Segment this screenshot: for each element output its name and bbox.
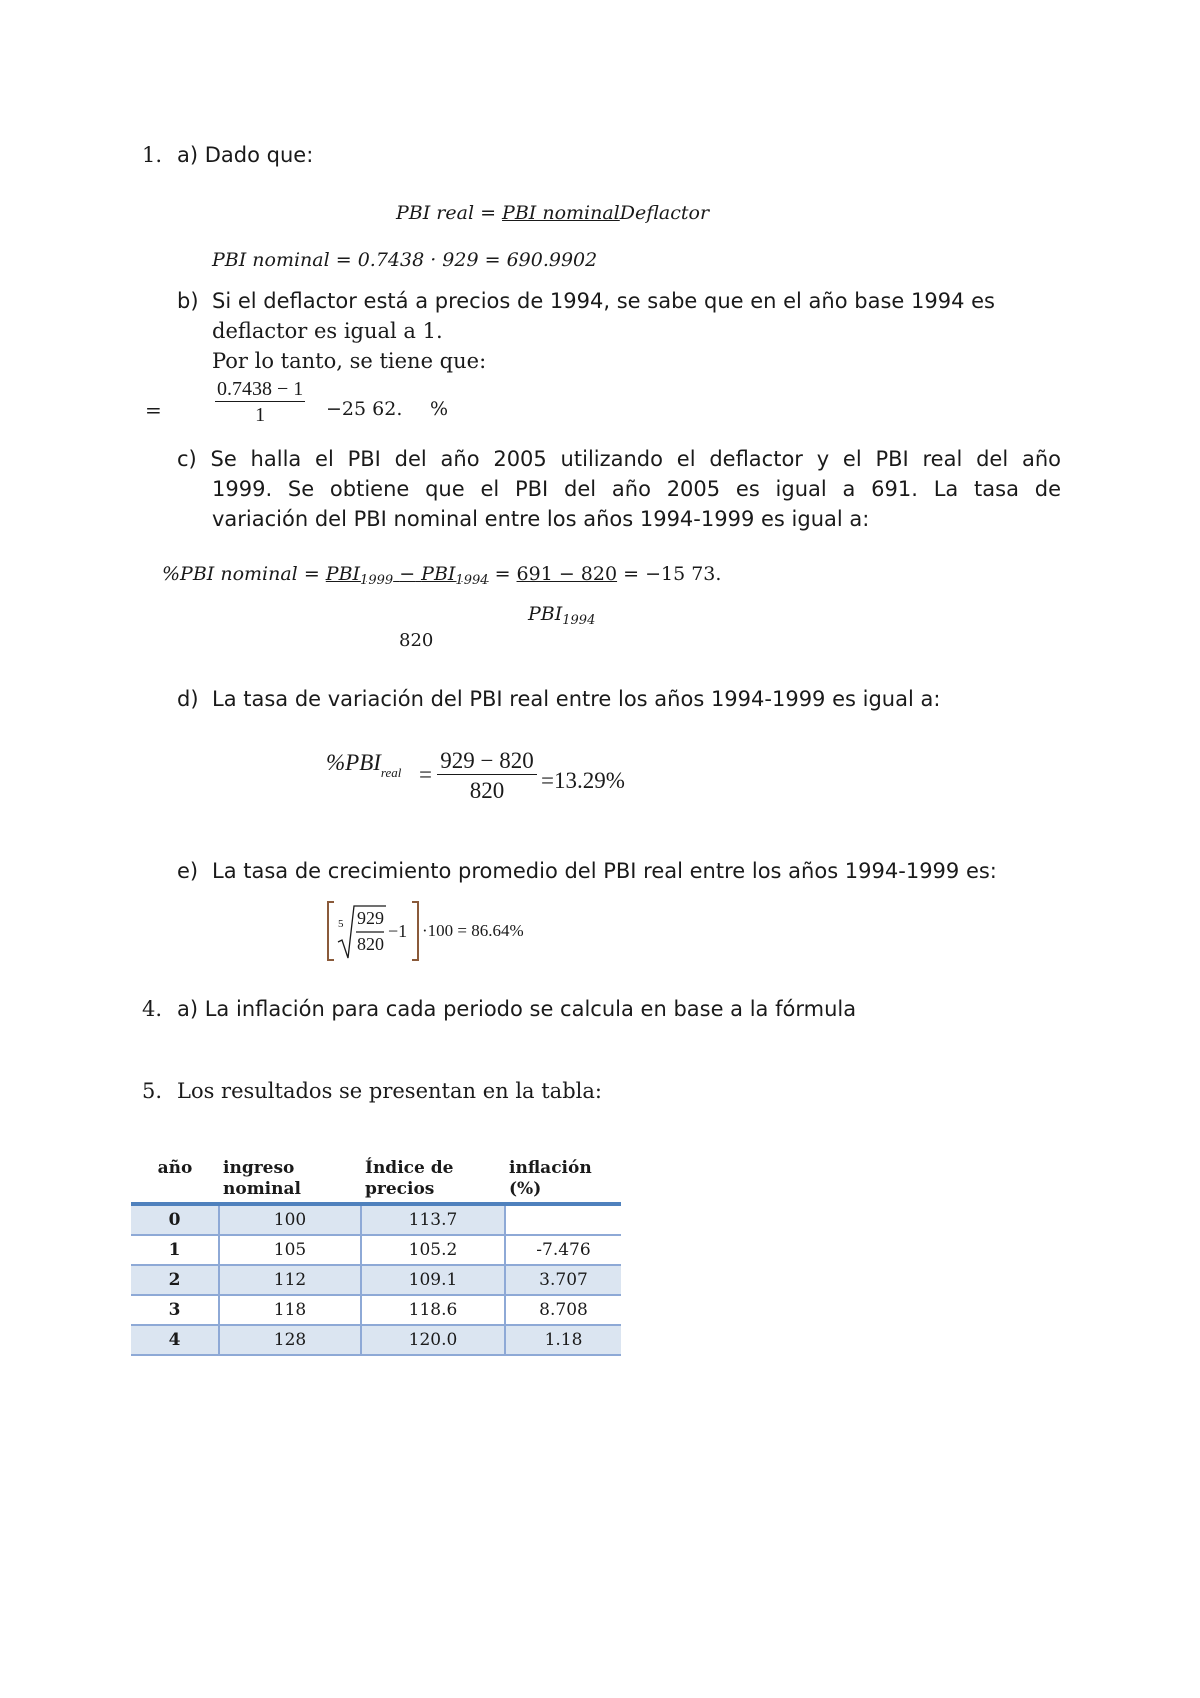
cell-ano: 3 [131, 1295, 219, 1325]
q1b-frac-num: 0.7438 − 1 [217, 378, 304, 400]
q1c-line-2: 1999. Se obtiene que el PBI del año 2005 es igual a 691. La tasa de [212, 477, 1061, 501]
q1-number: 1. [142, 143, 163, 167]
cell-inflacion [505, 1204, 621, 1235]
cell-ingreso: 112 [219, 1265, 361, 1295]
q1c-equation: %PBI nominal = $PBI_{1999} - PBI_{1994} = 691 - 820 = -15$ 73. [162, 563, 722, 588]
q1c-sub1: 1999 [360, 573, 394, 588]
q1c-term2: PBI [421, 563, 456, 585]
cell-indice: 105.2 [361, 1235, 505, 1265]
q1a-intro: a) Dado que: [177, 143, 314, 167]
q1c-den-pbi: $PBI_{1994}$ [528, 603, 596, 628]
q1e-text: La tasa de crecimiento promedio del PBI real entre los años 1994-1999 es: [212, 859, 997, 883]
cell-ingreso: 128 [219, 1325, 361, 1355]
q1e-label: e) [177, 859, 199, 883]
cell-ingreso: 100 [219, 1204, 361, 1235]
col-header-ano: año [131, 1158, 219, 1204]
q5-number: 5. [142, 1079, 163, 1103]
cell-ano: 2 [131, 1265, 219, 1295]
table-row [131, 1325, 621, 1355]
q1d-label: d) [177, 687, 199, 711]
table-row [131, 1204, 621, 1235]
cell-indice: 109.1 [361, 1265, 505, 1295]
cell-ingreso: 105 [219, 1235, 361, 1265]
cell-indice: 113.7 [361, 1204, 505, 1235]
q1e-result: ·100 = 86.64% [422, 921, 524, 940]
q1a-equation-2: PBI nominal = 0.7438 · 929 = 690.9902 [212, 249, 598, 271]
cell-inflacion: 3.707 [505, 1265, 621, 1295]
q1d-result: =13.29% [541, 768, 625, 793]
q1d-num: 929 − 820 [437, 748, 537, 775]
q1c-mid: 691 − 820 [516, 563, 618, 585]
q1e-root-expression [326, 898, 564, 964]
results-table [131, 1158, 621, 1356]
q1c-line-1: c) Se halla el PBI del año 2005 utilizando el deflactor y el PBI real del año [177, 447, 1061, 471]
q1b-result: −25 62. [326, 398, 403, 420]
q5-text: Los resultados se presentan en la tabla: [177, 1079, 602, 1103]
table-row [131, 1265, 621, 1295]
table-row [131, 1295, 621, 1325]
cell-indice: 118.6 [361, 1295, 505, 1325]
table-row [131, 1235, 621, 1265]
eq1-eq: = [480, 202, 496, 224]
q1c-term1: PBI [325, 563, 361, 585]
cell-inflacion: -7.476 [505, 1235, 621, 1265]
q1b-line-2: deflactor es igual a 1. [212, 319, 443, 343]
q4-text: a) La inflación para cada periodo se calcula en base a la fórmula [177, 997, 857, 1021]
eq1-den: Deflactor [619, 202, 710, 224]
q1b-line-3: Por lo tanto, se tiene que: [212, 349, 487, 373]
cell-ano: 4 [131, 1325, 219, 1355]
q1e-root-index: 5 [338, 918, 344, 930]
cell-ano: 1 [131, 1235, 219, 1265]
cell-indice: 120.0 [361, 1325, 505, 1355]
results-table-wrap [131, 1158, 621, 1356]
table-header-row [131, 1158, 621, 1204]
q1d-lhs: $\%PBI_{real}$ [326, 750, 402, 780]
q1c-sub2: 1994 [455, 573, 489, 588]
cell-inflacion: 1.18 [505, 1325, 621, 1355]
q1e-minus-one: −1 [388, 921, 408, 941]
q1c-minus: − [399, 563, 416, 585]
col-header-indice: Índice de precios [361, 1158, 505, 1204]
eq1-num: PBI nominal [502, 202, 620, 224]
q1c-den-820: 820 [399, 630, 434, 651]
q1a-equation-1 [396, 202, 709, 224]
q1e-den: 820 [357, 934, 384, 954]
q4-number: 4. [142, 997, 163, 1021]
q1b-percent: % [430, 398, 449, 420]
q1b-fraction [215, 378, 305, 427]
q1c-line-3: variación del PBI nominal entre los años 1994-1999 es igual a: [212, 507, 870, 531]
q1b-label: b) [177, 289, 199, 313]
q1b-line-1: Si el deflactor está a precios de 1994, se sabe que en el año base 1994 es [212, 289, 995, 313]
q1b-frac-den: 1 [255, 404, 266, 426]
q1d-fraction [437, 748, 537, 804]
q1b-eq-sign: = [145, 398, 162, 422]
q1e-num: 929 [357, 908, 384, 928]
q1d-den: 820 [469, 778, 505, 803]
q1c-eq-lhs: %PBI nominal [162, 563, 298, 585]
cell-inflacion: 8.708 [505, 1295, 621, 1325]
cell-ingreso: 118 [219, 1295, 361, 1325]
cell-ano: 0 [131, 1204, 219, 1235]
q1d-text: La tasa de variación del PBI real entre los años 1994-1999 es igual a: [212, 687, 941, 711]
q1c-result: = −15 73. [623, 563, 722, 585]
eq1-lhs: PBI real [396, 202, 475, 224]
col-header-inflacion: inflación (%) [505, 1158, 621, 1204]
col-header-ingreso: ingreso nominal [219, 1158, 361, 1204]
